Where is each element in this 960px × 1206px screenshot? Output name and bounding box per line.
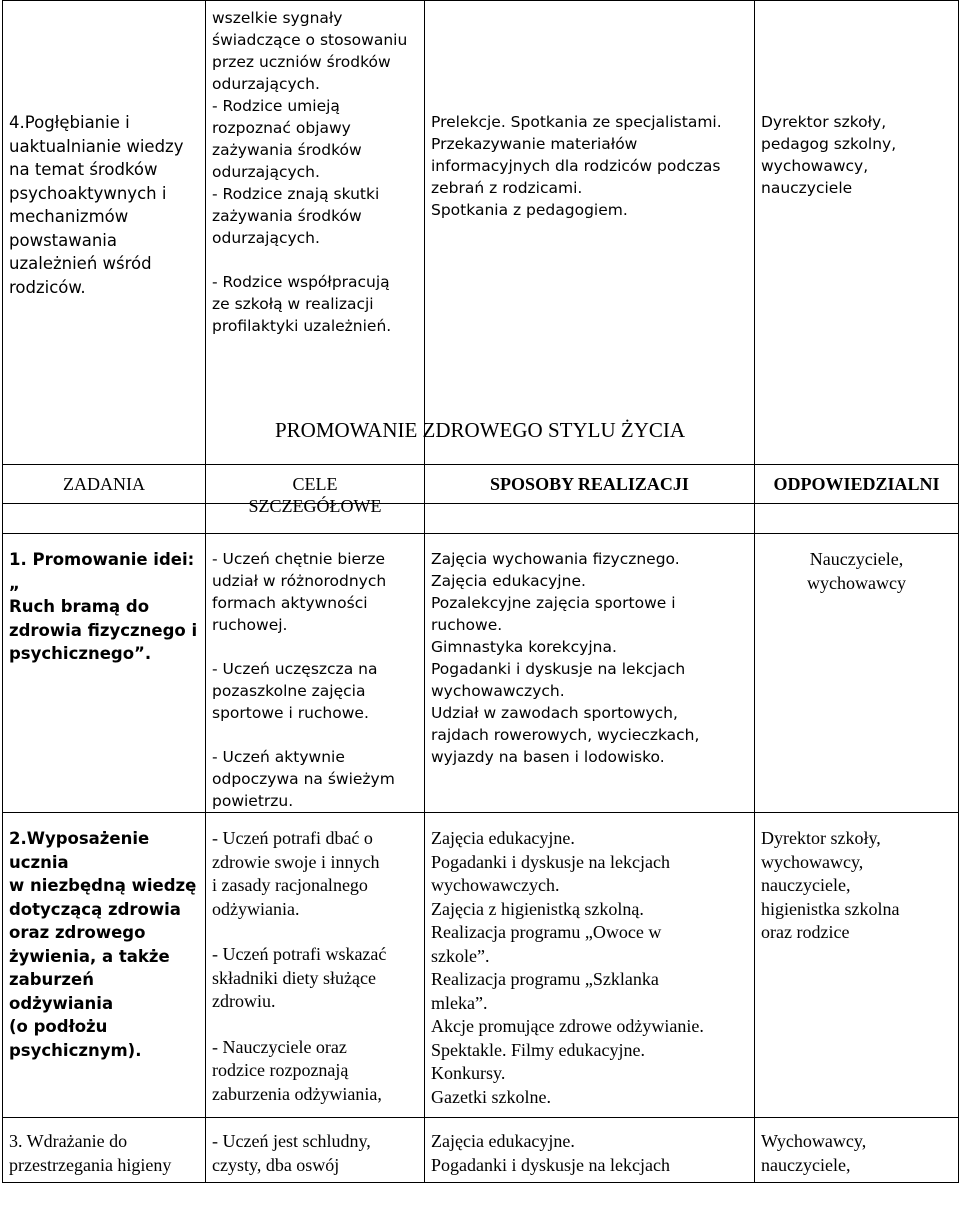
task-cell: 4.Pogłębianie i uaktualnianie wiedzy na temat środków psychoaktywnych i mechanizmów powstawania uzależnień wśród rodziców. bbox=[3, 1, 206, 504]
table-header-row bbox=[3, 465, 959, 534]
methods-cell: Zajęcia wychowania fizycznego. Zajęcia edukacyjne. Pozalekcyjne zajęcia sportowe i ruchowe. Gimnastyka korekcyjna. Pogadanki i dyskusje na lekcjach wychowawczych. Udział w zawodach sportowych, rajdach rowerowych, wycieczkach, wyjazdy na basen i lodowisko. bbox=[425, 534, 755, 813]
table-row bbox=[3, 534, 959, 813]
header-goals: CELE SZCZEGÓŁOWE bbox=[206, 465, 425, 534]
table-row bbox=[3, 1118, 959, 1183]
header-methods: SPOSOBY REALIZACJI bbox=[425, 465, 755, 534]
section-title: PROMOWANIE ZDROWEGO STYLU ŻYCIA bbox=[274, 418, 686, 442]
responsible-cell: Dyrektor szkoły, pedagog szkolny, wychowawcy, nauczyciele bbox=[755, 1, 959, 504]
responsible-cell: Dyrektor szkoły, wychowawcy, nauczyciele, higienistka szkolna oraz rodzice bbox=[755, 813, 959, 1118]
responsible-cell: Wychowawcy, nauczyciele, bbox=[755, 1118, 959, 1183]
responsible-cell: Nauczyciele, wychowawcy bbox=[755, 534, 959, 813]
table-row bbox=[3, 813, 959, 1118]
methods-cell: Zajęcia edukacyjne. Pogadanki i dyskusje na lekcjach wychowawczych. Zajęcia z higienistką szkolną. Realizacja programu „Owoce w szkole”. Realizacja programu „Szklanka mleka”. Akcje promujące zdrowe odżywianie. Spektakle. Filmy edukacyjne. Konkursy. Gazetki szkolne. bbox=[425, 813, 755, 1118]
methods-cell: Prelekcje. Spotkania ze specjalistami. Przekazywanie materiałów informacyjnych dla rodziców podczas zebrań z rodzicami. Spotkania z pedagogiem. bbox=[425, 1, 755, 504]
goals-cell: - Uczeń chętnie bierze udział w różnorodnych formach aktywności ruchowej. - Uczeń uczęszcza na pozaszkolne zajęcia sportowe i ruchowe. - Uczeń aktywnie odpoczywa na świeżym powietrzu. bbox=[206, 534, 425, 813]
goals-cell: wszelkie sygnały świadczące o stosowaniu przez uczniów środków odurzających. - Rodzice umieją rozpoznać objawy zażywania środków odurzających. - Rodzice znają skutki zażywania środków odurzających. - Rodzice współpracują ze szkołą w realizacji profilaktyki uzależnień. bbox=[206, 1, 425, 504]
goals-cell: - Uczeń jest schludny, czysty, dba oswój bbox=[206, 1118, 425, 1183]
goals-cell: - Uczeń potrafi dbać o zdrowie swoje i innych i zasady racjonalnego odżywiania. - Uczeń potrafi wskazać składniki diety służące zdrowiu. - Nauczyciele oraz rodzice rozpoznają zaburzenia odżywiania, bbox=[206, 813, 425, 1118]
header-responsible: ODPOWIEDZIALNI bbox=[755, 465, 959, 534]
header-tasks: ZADANIA bbox=[3, 465, 206, 534]
health-table bbox=[2, 464, 959, 1183]
task-cell: 2.Wyposażenie ucznia w niezbędną wiedzę dotyczącą zdrowia oraz zdrowego żywienia, a także zaburzeń odżywiania (o podłożu psychicznym). bbox=[3, 813, 206, 1118]
task-cell: 1. Promowanie idei: „ Ruch bramą do zdrowia fizycznego i psychicznego”. bbox=[3, 534, 206, 813]
task-cell: 3. Wdrażanie do przestrzegania higieny bbox=[3, 1118, 206, 1183]
methods-cell: Zajęcia edukacyjne. Pogadanki i dyskusje na lekcjach bbox=[425, 1118, 755, 1183]
